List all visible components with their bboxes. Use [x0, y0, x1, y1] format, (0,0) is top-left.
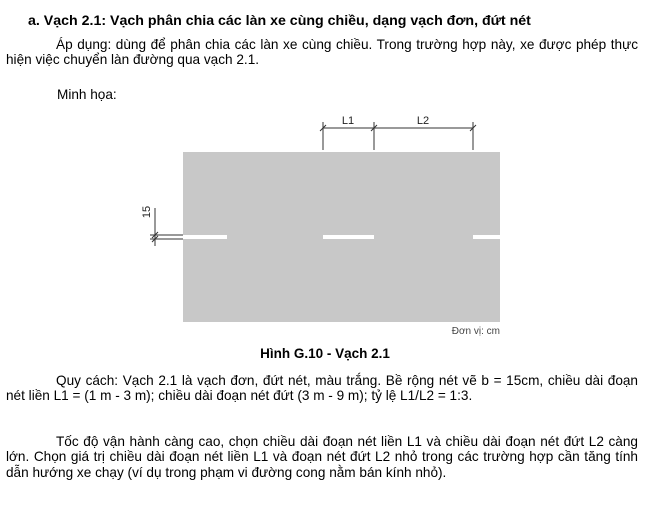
section-heading: a. Vạch 2.1: Vạch phân chia các làn xe cùng chiều, dạng vạch đơn, đứt nét: [28, 13, 531, 29]
marking-segment: [323, 235, 374, 239]
specification-paragraph: Quy cách: Vạch 2.1 là vạch đơn, đứt nét, màu trắng. Bề rộng nét vẽ b = 15cm, chiều dài đoạn nét liền L1 = (1 m - 3 m); chiều dài đoạn nét đứt (3 m - 9 m); tỷ lệ L1/L2 = 1:3.: [6, 373, 638, 404]
dim-l2-label: L2: [416, 115, 430, 127]
figure-caption: Hình G.10 - Vạch 2.1: [260, 346, 390, 361]
marking-segment: [183, 235, 227, 239]
dim-l1-label: L1: [341, 115, 355, 127]
apply-paragraph: Áp dụng: dùng để phân chia các làn xe cùng chiều. Trong trường hợp này, xe được phép thực hiện việc chuyển làn đường qua vạch 2.1.: [6, 37, 638, 68]
guidance-paragraph: Tốc độ vận hành càng cao, chọn chiều dài đoạn nét liền L1 và chiều dài đoạn nét đứt L2 càng lớn. Chọn giá trị chiều dài đoạn nét liền L1 và đoạn nét đứt L2 nhỏ trong các trường hợp cần tăng tính dẫn hướng xe chạy (ví dụ trong phạm vi đường cong nằm bán kính nhỏ).: [6, 434, 638, 480]
dim-width-label: 15: [141, 205, 153, 219]
illustration-label: Minh họa:: [57, 87, 117, 102]
unit-note: Đơn vị: cm: [451, 326, 500, 337]
lane-marking-figure: [130, 108, 510, 338]
marking-segment: [473, 235, 500, 239]
